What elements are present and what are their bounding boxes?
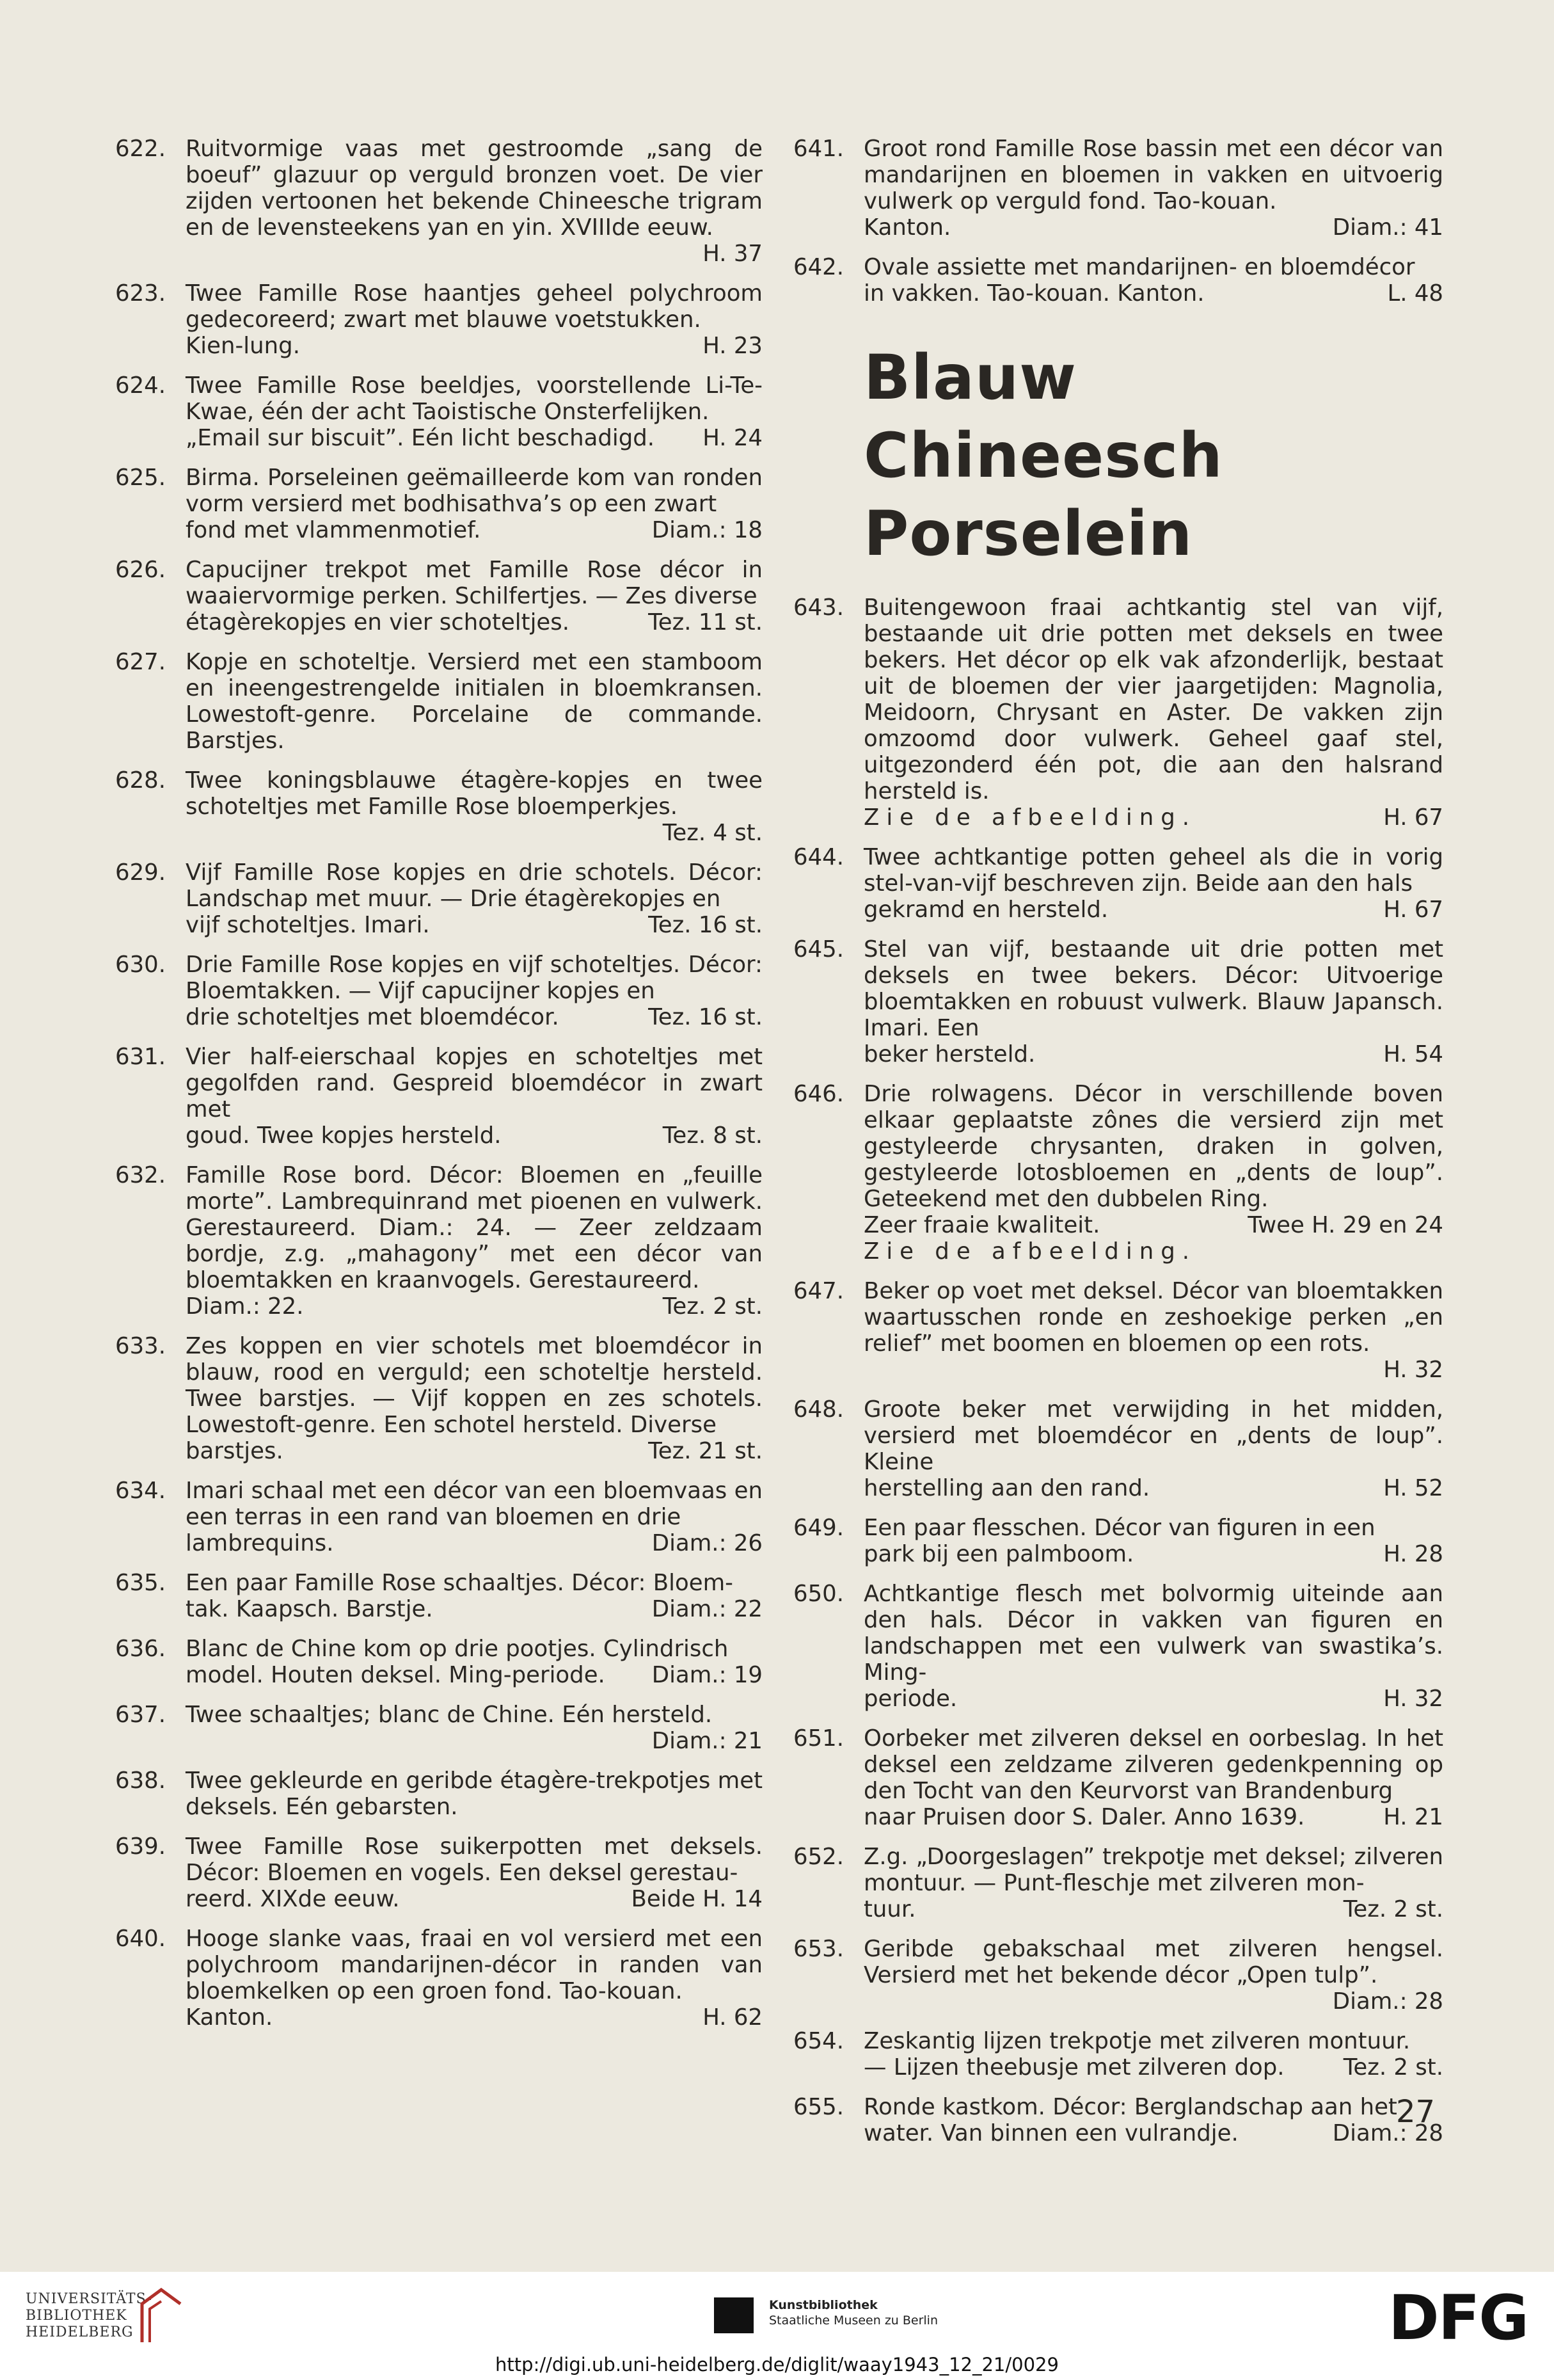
entry-final-line <box>186 1293 763 1320</box>
entry-final-line <box>186 1530 763 1556</box>
entry-description: Z.g. „Doorgeslagen” trekpotje met deksel; zilveren montuur. — Punt-fleschje met zilveren mon- <box>864 1844 1443 1896</box>
catalogue-entry <box>115 649 763 754</box>
entry-final-line <box>864 1896 1443 1922</box>
uni-line: HEIDELBERG <box>26 2324 134 2340</box>
catalogue-entry <box>115 1926 763 2031</box>
entry-number: 622. <box>115 136 166 162</box>
entry-final-line <box>864 1212 1443 1238</box>
entry-final-line <box>186 2004 763 2031</box>
entry-final-text: tak. Kaapsch. Barstje. <box>186 1596 433 1622</box>
entry-final-line <box>186 1122 763 1149</box>
entry-reference: Zie de afbeelding. <box>864 1238 1197 1265</box>
entry-description: Groot rond Famille Rose bassin met een décor van mandarijnen en bloemen in vakken en uitvoerig vulwerk op verguld fond. Tao-kouan. <box>864 136 1443 214</box>
entry-number: 652. <box>793 1844 844 1870</box>
entry-number: 632. <box>115 1162 166 1188</box>
entry-number: 638. <box>115 1768 166 1794</box>
entry-final-text: „Email sur biscuit”. Eén licht beschadigd. <box>186 425 655 451</box>
entry-measurement: H. 62 <box>702 2004 763 2031</box>
catalogue-entry <box>115 859 763 938</box>
entry-measurement: Diam.: 18 <box>651 517 763 543</box>
entry-number: 624. <box>115 372 166 399</box>
entry-final-text: lambrequins. <box>186 1530 334 1556</box>
entry-final-line <box>864 1041 1443 1067</box>
entry-description: Groote beker met verwijding in het midden, versierd met bloemdécor en „dents de loup”. Kleine <box>864 1396 1443 1475</box>
entry-number: 645. <box>793 936 844 962</box>
dfg-logo[interactable]: DFG <box>1388 2282 1528 2354</box>
entry-measurement: H. 67 <box>1383 804 1443 831</box>
entry-number: 626. <box>115 557 166 583</box>
catalogue-entry <box>793 844 1443 923</box>
kunstbibliothek-name: Kunstbibliothek <box>769 2298 878 2312</box>
entry-final-line <box>864 2054 1443 2081</box>
catalogue-entry <box>793 1581 1443 1712</box>
entry-number: 642. <box>793 254 844 280</box>
entry-measurement: H. 67 <box>1383 897 1443 923</box>
uni-line: UNIVERSITÄTS- <box>26 2291 152 2307</box>
catalogue-entry <box>793 2094 1443 2146</box>
catalogue-entry <box>793 254 1443 307</box>
page-number: 27 <box>1396 2094 1436 2130</box>
entry-description: Geribde gebakschaal met zilveren hengsel. Versierd met het bekende décor „Open tulp”. <box>864 1936 1443 1988</box>
entry-final-line <box>864 1357 1443 1383</box>
entry-description: Achtkantige flesch met bolvormig uiteinde aan den hals. Décor in vakken van figuren en landschappen met een vulwerk van swastika’s. Ming- <box>864 1581 1443 1686</box>
entry-final-line <box>186 1004 763 1030</box>
catalogue-entry <box>115 1044 763 1149</box>
entry-description: Blanc de Chine kom op drie pootjes. Cylindrisch <box>186 1636 729 1662</box>
entry-measurement: H. 32 <box>1383 1686 1443 1712</box>
entry-number: 633. <box>115 1333 166 1359</box>
digitization-footer <box>0 2272 1554 2380</box>
entry-measurement: H. 24 <box>702 425 763 451</box>
catalogue-entry <box>115 1570 763 1622</box>
entry-description: Hooge slanke vaas, fraai en vol versierd met een polychroom mandarijnen-décor in randen van bloemkelken op een groen fond. Tao-kouan. <box>186 1926 763 2004</box>
university-logo-icon <box>136 2285 187 2345</box>
entry-measurement: L. 48 <box>1387 280 1443 307</box>
entry-measurement: Diam.: 19 <box>651 1662 763 1688</box>
catalogue-entry <box>793 1725 1443 1830</box>
entry-number: 648. <box>793 1396 844 1423</box>
entry-number: 635. <box>115 1570 166 1596</box>
entry-number: 647. <box>793 1278 844 1304</box>
entry-final-line <box>864 2120 1443 2146</box>
entry-number: 628. <box>115 767 166 794</box>
entry-description: Zeskantig lijzen trekpotje met zilveren montuur. <box>864 2028 1411 2054</box>
university-library-logo[interactable] <box>26 2291 152 2341</box>
entry-final-text: goud. Twee kopjes hersteld. <box>186 1122 502 1149</box>
entry-final-line <box>186 1596 763 1622</box>
entry-measurement: Diam.: 28 <box>1332 2120 1443 2146</box>
entry-measurement: H. 28 <box>1383 1541 1443 1567</box>
entry-description: Drie Famille Rose kopjes en vijf schoteltjes. Décor: Bloemtakken. — Vijf capucijner kopjes en <box>186 952 763 1004</box>
entry-number: 641. <box>793 136 844 162</box>
right-top-entries <box>793 136 1443 307</box>
kunstbibliothek-subtitle: Staatliche Museen zu Berlin <box>769 2313 939 2328</box>
entry-description: Ruitvormige vaas met gestroomde „sang de boeuf” glazuur op verguld bronzen voet. De vier zijden vertoonen het bekende Chineesche trigram en de levensteekens yan en yin. XVIIIde eeuw. <box>186 136 763 241</box>
entry-final-text: — Lijzen theebusje met zilveren dop. <box>864 2054 1285 2081</box>
entry-description: Zes koppen en vier schotels met bloemdécor in blauw, rood en verguld; een schoteltje hersteld. Twee barstjes. — Vijf koppen en zes schotels. Lowestoft-genre. Een schotel hersteld. Diverse <box>186 1333 763 1438</box>
entry-measurement: Tez. 4 st. <box>662 820 763 846</box>
entry-number: 639. <box>115 1833 166 1860</box>
entry-description: Stel van vijf, bestaande uit drie potten met deksels en twee bekers. Décor: Uitvoerige bloemtakken en robuust vulwerk. Blauw Japansch. Imari. Een <box>864 936 1443 1041</box>
entry-final-text: Zeer fraaie kwaliteit. <box>864 1212 1100 1238</box>
entry-final-text: Kien-lung. <box>186 333 300 359</box>
kunstbibliothek-logo-icon <box>714 2297 754 2333</box>
entry-description: Vijf Famille Rose kopjes en drie schotels. Décor: Landschap met muur. — Drie étagèrekopjes en <box>186 859 763 912</box>
entry-final-text: reerd. XIXde eeuw. <box>186 1886 400 1912</box>
kunstbibliothek-text[interactable] <box>769 2297 938 2328</box>
entry-description: Twee achtkantige potten geheel als die in vorig stel-van-vijf beschreven zijn. Beide aan den hals <box>864 844 1443 897</box>
entry-description: Drie rolwagens. Décor in verschillende boven elkaar geplaatste zônes die versierd zijn met gestyleerde chrysanten, draken in golven, gestyleerde lotosbloemen en „dents de loup”. Geteekend met den dubbelen Ring. <box>864 1081 1443 1212</box>
entry-final-text: in vakken. Tao-kouan. Kanton. <box>864 280 1205 307</box>
catalogue-entry <box>793 936 1443 1067</box>
entry-final-line <box>186 1438 763 1464</box>
entry-measurement: Diam.: 21 <box>651 1728 763 1754</box>
catalogue-entry <box>793 1081 1443 1265</box>
entry-final-line <box>864 1988 1443 2015</box>
entry-measurement: Tez. 16 st. <box>648 1004 763 1030</box>
entry-number: 651. <box>793 1725 844 1752</box>
entry-number: 655. <box>793 2094 844 2120</box>
entry-final-text: tuur. <box>864 1896 916 1922</box>
entry-number: 653. <box>793 1936 844 1962</box>
entry-final-text: vijf schoteltjes. Imari. <box>186 912 430 938</box>
catalogue-entry <box>793 1844 1443 1922</box>
entry-final-text: fond met vlammenmotief. <box>186 517 481 543</box>
entry-measurement: Tez. 8 st. <box>662 1122 763 1149</box>
catalogue-entry <box>793 2028 1443 2081</box>
entry-measurement: Tez. 11 st. <box>648 609 763 635</box>
catalogue-entry <box>793 1278 1443 1383</box>
entry-measurement: Tez. 16 st. <box>648 912 763 938</box>
uni-line: BIBLIOTHEK <box>26 2308 127 2324</box>
entry-description: Capucijner trekpot met Famille Rose décor in waaiervormige perken. Schilfertjes. — Zes diverse <box>186 557 763 609</box>
entry-final-line <box>186 333 763 359</box>
entry-final-text: periode. <box>864 1686 958 1712</box>
entry-number: 634. <box>115 1478 166 1504</box>
entry-final-line <box>864 1541 1443 1567</box>
entry-description: Famille Rose bord. Décor: Bloemen en „feuille morte”. Lambrequinrand met pioenen en vulwerk. Gerestaureerd. Diam.: 24. — Zeer zeldzaam bordje, z.g. „mahagony” met een décor van bloemtakken en kraanvogels. Gerestaureerd. <box>186 1162 763 1293</box>
entry-description: Kopje en schoteltje. Versierd met een stamboom en ineengestrengelde initialen in bloemkransen. Lowestoft-genre. Porcelaine de commande. Barstjes. <box>186 649 763 754</box>
entry-final-line <box>186 241 763 267</box>
entry-final-text: Diam.: 22. <box>186 1293 304 1320</box>
entry-final-text: Kanton. <box>186 2004 273 2031</box>
entry-number: 640. <box>115 1926 166 1952</box>
catalogue-entry <box>793 1936 1443 2015</box>
catalogue-entry <box>115 372 763 451</box>
entry-measurement: Diam.: 41 <box>1332 214 1443 241</box>
entry-description: Buitengewoon fraai achtkantig stel van vijf, bestaande uit drie potten met deksels en twee bekers. Het décor op elk vak afzonderlijk, bestaat uit de bloemen der vier jaargetijden: Magnolia, Meidoorn, Chrysant en Aster. De vakken zijn omzoomd door vulwerk. Geheel gaaf stel, uitgezonderd één pot, die aan den halsrand hersteld is. <box>864 595 1443 804</box>
entry-number: 636. <box>115 1636 166 1662</box>
catalogue-entry <box>793 595 1443 831</box>
entry-measurement: Diam.: 22 <box>651 1596 763 1622</box>
entry-measurement: Tez. 2 st. <box>662 1293 763 1320</box>
catalogue-entry <box>115 557 763 635</box>
entry-measurement: Tez. 2 st. <box>1343 2054 1443 2081</box>
entry-number: 637. <box>115 1702 166 1728</box>
entry-description: Imari schaal met een décor van een bloemvaas en een terras in een rand van bloemen en drie <box>186 1478 763 1530</box>
entry-measurement: Twee H. 29 en 24 <box>1248 1212 1443 1238</box>
entry-description: Ovale assiette met mandarijnen- en bloemdécor <box>864 254 1415 280</box>
entry-measurement: H. 37 <box>702 241 763 267</box>
entry-description: Beker op voet met deksel. Décor van bloemtakken waartusschen ronde en zeshoekige perken „en relief” met boomen en bloemen op een rots. <box>864 1278 1443 1357</box>
entry-description: Twee schaaltjes; blanc de Chine. Eén hersteld. <box>186 1702 713 1728</box>
entry-number: 623. <box>115 280 166 307</box>
entry-final-line <box>186 1728 763 1754</box>
right-bottom-entries <box>793 595 1443 2146</box>
entry-final-line <box>864 214 1443 241</box>
entry-measurement: H. 32 <box>1383 1357 1443 1383</box>
catalogue-entry <box>115 1833 763 1912</box>
entry-final-line <box>186 912 763 938</box>
entry-number: 643. <box>793 595 844 621</box>
entry-final-text: beker hersteld. <box>864 1041 1036 1067</box>
entry-final-line <box>186 517 763 543</box>
catalogue-entry <box>115 1768 763 1820</box>
source-url[interactable]: http://digi.ub.uni-heidelberg.de/diglit/waay1943_12_21/0029 <box>495 2354 1059 2376</box>
entry-number: 654. <box>793 2028 844 2054</box>
entry-description: Twee gekleurde en geribde étagère-trekpotjes met deksels. Eén gebarsten. <box>186 1768 763 1820</box>
entry-number: 625. <box>115 465 166 491</box>
entry-final-text: drie schoteltjes met bloemdécor. <box>186 1004 559 1030</box>
entry-final-line <box>186 820 763 846</box>
catalogue-entry <box>115 136 763 267</box>
catalogue-entry <box>115 1478 763 1556</box>
catalogue-entry <box>793 1515 1443 1567</box>
catalogue-entry <box>115 952 763 1030</box>
entry-final-text: gekramd en hersteld. <box>864 897 1109 923</box>
entry-description: Twee Famille Rose suikerpotten met deksels. Décor: Bloemen en vogels. Een deksel gerestau- <box>186 1833 763 1886</box>
entry-number: 649. <box>793 1515 844 1541</box>
catalogue-entry <box>115 1702 763 1754</box>
entry-final-text: park bij een palmboom. <box>864 1541 1134 1567</box>
entry-number: 646. <box>793 1081 844 1107</box>
entry-final-text: herstelling aan den rand. <box>864 1475 1150 1501</box>
right-column <box>793 136 1443 2160</box>
entry-final-line <box>864 280 1443 307</box>
entry-final-line <box>186 1662 763 1688</box>
left-column <box>115 136 763 2044</box>
entry-final-line <box>864 1686 1443 1712</box>
entry-measurement: Diam.: 26 <box>651 1530 763 1556</box>
entry-final-line <box>186 1886 763 1912</box>
entry-description: Birma. Porseleinen geëmailleerde kom van ronden vorm versierd met bodhisathva’s op een zwart <box>186 465 763 517</box>
entry-final-text: Zie de afbeelding. <box>864 804 1197 831</box>
entry-measurement: Tez. 2 st. <box>1343 1896 1443 1922</box>
entry-description: Een paar flesschen. Décor van figuren in een <box>864 1515 1376 1541</box>
entry-measurement: Diam.: 28 <box>1332 1988 1443 2015</box>
catalogue-entry <box>115 1333 763 1464</box>
entry-final-line <box>186 425 763 451</box>
section-heading: Blauw Chineesch Porselein <box>864 342 1223 570</box>
catalogue-entry <box>115 280 763 359</box>
entry-final-line <box>864 897 1443 923</box>
entry-description: Twee Famille Rose beeldjes, voorstellende Li-Te-Kwae, één der acht Taoistische Onsterfelijken. <box>186 372 763 425</box>
catalogue-entry <box>793 136 1443 241</box>
entry-final-line <box>864 804 1443 831</box>
catalogue-entry <box>115 1162 763 1320</box>
entry-final-text: étagèrekopjes en vier schoteltjes. <box>186 609 570 635</box>
entry-final-text: model. Houten deksel. Ming-periode. <box>186 1662 605 1688</box>
catalogue-entry <box>793 1396 1443 1501</box>
entry-number: 644. <box>793 844 844 870</box>
entry-final-text: naar Pruisen door S. Daler. Anno 1639. <box>864 1804 1305 1830</box>
entry-description: Een paar Famille Rose schaaltjes. Décor: Bloem- <box>186 1570 733 1596</box>
entry-final-line <box>864 1475 1443 1501</box>
entry-measurement: H. 23 <box>702 333 763 359</box>
entry-number: 627. <box>115 649 166 675</box>
entry-final-text: Kanton. <box>864 214 951 241</box>
entry-measurement: Beide H. 14 <box>631 1886 763 1912</box>
catalogue-entry <box>115 465 763 543</box>
entry-description: Twee Famille Rose haantjes geheel polychroom gedecoreerd; zwart met blauwe voetstukken. <box>186 280 763 333</box>
entry-number: 629. <box>115 859 166 886</box>
catalogue-entry <box>115 767 763 846</box>
entry-number: 631. <box>115 1044 166 1070</box>
entry-description: Vier half-eierschaal kopjes en schoteltjes met gegolfden rand. Gespreid bloemdécor in zwart met <box>186 1044 763 1122</box>
catalogue-entry <box>115 1636 763 1688</box>
entry-measurement: H. 21 <box>1383 1804 1443 1830</box>
entry-number: 630. <box>115 952 166 978</box>
entry-final-text: barstjes. <box>186 1438 283 1464</box>
entry-description: Ronde kastkom. Décor: Berglandschap aan het <box>864 2094 1397 2120</box>
entry-number: 650. <box>793 1581 844 1607</box>
entry-final-line <box>186 609 763 635</box>
entry-measurement: H. 52 <box>1383 1475 1443 1501</box>
entry-description: Oorbeker met zilveren deksel en oorbeslag. In het deksel een zeldzame zilveren gedenkpenning op den Tocht van den Keurvorst van Brandenburg <box>864 1725 1443 1804</box>
entry-description: Twee koningsblauwe étagère-kopjes en twee schoteltjes met Famille Rose bloemperkjes. <box>186 767 763 820</box>
entry-measurement: H. 54 <box>1383 1041 1443 1067</box>
entry-measurement: Tez. 21 st. <box>648 1438 763 1464</box>
entry-final-text: water. Van binnen een vulrandje. <box>864 2120 1239 2146</box>
entry-final-line <box>864 1804 1443 1830</box>
